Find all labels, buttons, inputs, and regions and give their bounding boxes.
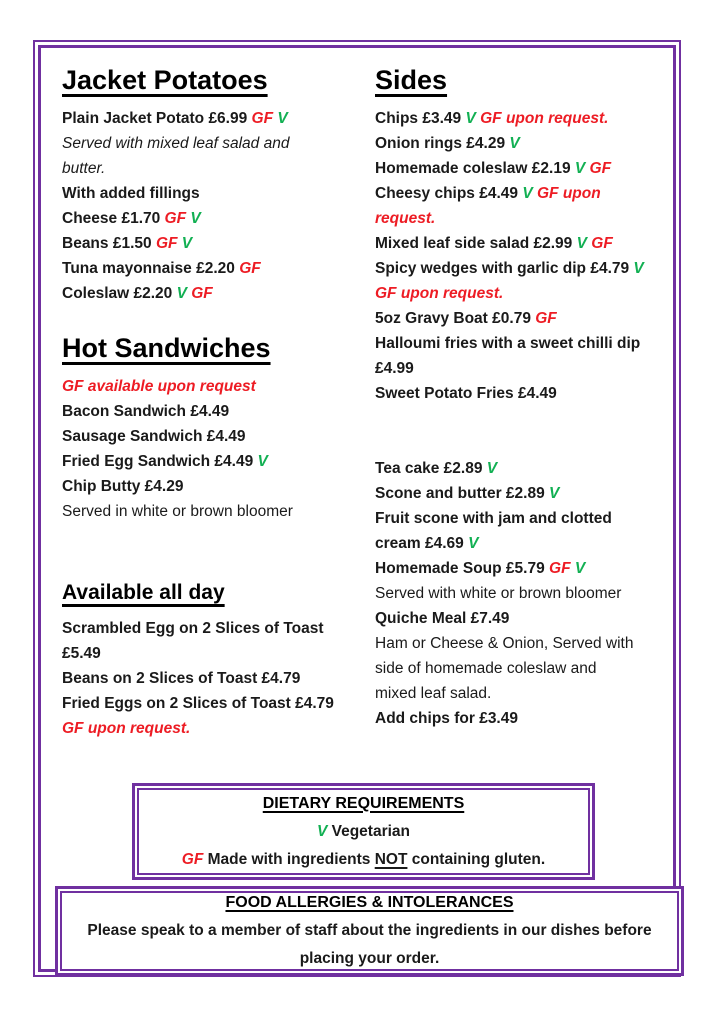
menu-line — [375, 356, 675, 381]
menu-line — [62, 449, 375, 474]
gf-badge: GF — [191, 285, 213, 302]
menu-line — [62, 399, 375, 424]
text-segment: Coleslaw £2.20 — [62, 285, 177, 302]
gf-badge: GF — [591, 235, 613, 252]
menu-section — [375, 64, 675, 731]
v-badge: V — [574, 160, 590, 177]
text-segment: With added fillings — [62, 185, 200, 202]
menu-line — [62, 374, 375, 399]
menu-line — [375, 706, 675, 731]
menu-line — [375, 206, 675, 231]
v-badge: V — [509, 135, 520, 152]
text-segment: Served in white or brown bloomer — [62, 503, 293, 520]
section-lines — [62, 374, 375, 524]
spacer-line — [375, 406, 675, 431]
menu-line — [62, 641, 375, 666]
text-segment: Fried Eggs on 2 Slices of Toast £4.79 — [62, 695, 334, 712]
dietary-requirements-box — [132, 783, 595, 880]
text-segment: Scrambled Egg on 2 Slices of Toast — [62, 620, 324, 637]
text-segment: Chip Butty £4.29 — [62, 478, 184, 495]
v-badge: V — [574, 560, 586, 577]
v-badge: V — [522, 185, 537, 202]
menu-line — [375, 331, 675, 356]
text-segment: Chips £3.49 — [375, 110, 466, 127]
section-heading: Available all day — [62, 581, 225, 604]
menu-line — [62, 616, 375, 641]
menu-line — [375, 156, 675, 181]
v-badge: V — [486, 460, 498, 477]
text-segment: Sweet Potato Fries £4.49 — [375, 385, 557, 402]
menu-line — [375, 381, 675, 406]
gf-badge: GF — [239, 260, 261, 277]
gf-badge: GF upon request. — [62, 720, 191, 737]
food-allergies-box-inner — [60, 891, 679, 971]
text-segment: placing your order. — [299, 950, 440, 967]
menu-line — [62, 424, 375, 449]
menu-line — [375, 131, 675, 156]
menu-line — [375, 281, 675, 306]
text-segment: Add chips for £3.49 — [375, 710, 518, 727]
menu-line — [375, 106, 675, 131]
menu-line — [375, 231, 675, 256]
text-segment: Spicy wedges with garlic dip £4.79 — [375, 260, 634, 277]
gf-badge: GF — [251, 110, 278, 127]
v-badge: V — [316, 822, 328, 840]
v-badge: V — [181, 235, 193, 252]
v-badge: V — [633, 260, 644, 277]
text-segment: 5oz Gravy Boat £0.79 — [375, 310, 536, 327]
text-segment: Vegetarian — [327, 822, 411, 840]
text-segment: side of homemade coleslaw and — [375, 660, 597, 677]
text-segment: Homemade Soup £5.79 — [375, 560, 550, 577]
gf-badge: GF available upon request — [62, 378, 256, 395]
menu-line — [62, 156, 375, 181]
menu-line — [375, 631, 675, 656]
menu-line — [375, 256, 675, 281]
menu-column-right — [375, 64, 675, 741]
text-segment: NOT — [374, 850, 408, 868]
text-segment: Bacon Sandwich £4.49 — [62, 403, 230, 420]
text-segment: Served with mixed leaf salad and — [62, 135, 290, 152]
text-segment: mixed leaf salad. — [375, 685, 492, 702]
text-segment: Ham or Cheese & Onion, Served with — [375, 635, 634, 652]
text-segment: Tuna mayonnaise £2.20 — [62, 260, 240, 277]
text-segment: Plain Jacket Potato £6.99 — [62, 110, 252, 127]
text-segment: Beans £1.50 — [62, 235, 156, 252]
menu-line — [375, 506, 675, 531]
text-segment: butter. — [62, 160, 106, 177]
menu-line — [375, 481, 675, 506]
gf-badge: GF — [589, 160, 612, 177]
menu-line — [62, 499, 375, 524]
section-heading: Sides — [375, 65, 448, 95]
dietary-requirements-lines — [182, 818, 545, 874]
gf-badge: GF upon request. — [375, 285, 504, 302]
text-segment: Homemade coleslaw £2.19 — [375, 160, 575, 177]
menu-column-left — [62, 64, 375, 741]
gf-badge: GF — [535, 310, 557, 327]
text-segment: Cheese £1.70 — [62, 210, 165, 227]
spacer-line — [375, 431, 675, 456]
menu-line — [62, 281, 375, 306]
menu-columns — [41, 48, 673, 741]
section-lines — [62, 106, 375, 306]
menu-line — [62, 256, 375, 281]
menu-line — [62, 181, 375, 206]
menu-line — [375, 456, 675, 481]
section-heading: Jacket Potatoes — [62, 65, 268, 95]
text-segment: Sausage Sandwich £4.49 — [62, 428, 246, 445]
v-badge: V — [576, 235, 592, 252]
menu-line — [182, 818, 545, 846]
gf-badge: GF — [549, 560, 575, 577]
menu-line — [62, 206, 375, 231]
v-badge: V — [277, 110, 288, 127]
text-segment: £4.99 — [375, 360, 414, 377]
v-badge: V — [468, 535, 479, 552]
text-segment: Made with ingredients — [207, 850, 375, 868]
menu-line — [375, 681, 675, 706]
page-border-outer — [33, 40, 681, 977]
food-allergies-lines — [87, 917, 651, 973]
text-segment: Onion rings £4.29 — [375, 135, 510, 152]
text-segment: Please speak to a member of staff about the ingredients in our dishes before — [87, 922, 652, 939]
menu-line — [375, 581, 675, 606]
text-segment: Cheesy chips £4.49 — [375, 185, 523, 202]
gf-badge: GF — [181, 850, 208, 868]
text-segment: Quiche Meal £7.49 — [375, 610, 510, 627]
menu-line — [62, 716, 375, 741]
page-border-inner — [38, 45, 676, 972]
text-segment: Mixed leaf side salad £2.99 — [375, 235, 577, 252]
section-lines — [62, 616, 375, 741]
text-segment: Halloumi fries with a sweet chilli dip — [375, 335, 641, 352]
text-segment: Beans on 2 Slices of Toast £4.79 — [62, 670, 301, 687]
text-segment: Fruit scone with jam and clotted — [375, 510, 612, 527]
menu-line — [375, 306, 675, 331]
menu-line — [62, 691, 375, 716]
menu-section — [62, 64, 375, 306]
menu-line — [62, 666, 375, 691]
menu-line — [87, 945, 651, 973]
food-allergies-title: FOOD ALLERGIES & INTOLERANCES — [225, 894, 514, 911]
menu-line — [87, 917, 651, 945]
menu-line — [375, 606, 675, 631]
text-segment: cream £4.69 — [375, 535, 469, 552]
menu-line — [62, 131, 375, 156]
menu-line — [375, 531, 675, 556]
text-segment: containing gluten. — [407, 850, 546, 868]
v-badge: V — [549, 485, 560, 502]
gf-badge: GF upon request. — [480, 110, 609, 127]
dietary-requirements-title: DIETARY REQUIREMENTS — [262, 794, 465, 812]
text-segment: Fried Egg Sandwich £4.49 — [62, 453, 258, 470]
gf-badge: GF — [155, 235, 182, 252]
menu-line — [62, 474, 375, 499]
v-badge: V — [257, 453, 268, 470]
section-lines — [375, 106, 675, 731]
menu-line — [375, 556, 675, 581]
menu-section — [62, 332, 375, 524]
text-segment: Scone and butter £2.89 — [375, 485, 549, 502]
v-badge: V — [176, 285, 192, 302]
menu-section — [62, 580, 375, 741]
menu-line — [182, 846, 545, 874]
text-segment: Tea cake £2.89 — [375, 460, 487, 477]
gf-badge: GF upon — [537, 185, 601, 202]
food-allergies-box — [55, 886, 684, 976]
text-segment: £5.49 — [62, 645, 101, 662]
dietary-requirements-box-inner — [137, 788, 590, 875]
v-badge: V — [190, 210, 201, 227]
section-heading: Hot Sandwiches — [62, 333, 271, 363]
gf-badge: request. — [375, 210, 436, 227]
v-badge: V — [465, 110, 481, 127]
menu-line — [375, 181, 675, 206]
gf-badge: GF — [164, 210, 191, 227]
menu-line — [375, 656, 675, 681]
menu-line — [62, 106, 375, 131]
menu-line — [62, 231, 375, 256]
text-segment: Served with white or brown bloomer — [375, 585, 622, 602]
